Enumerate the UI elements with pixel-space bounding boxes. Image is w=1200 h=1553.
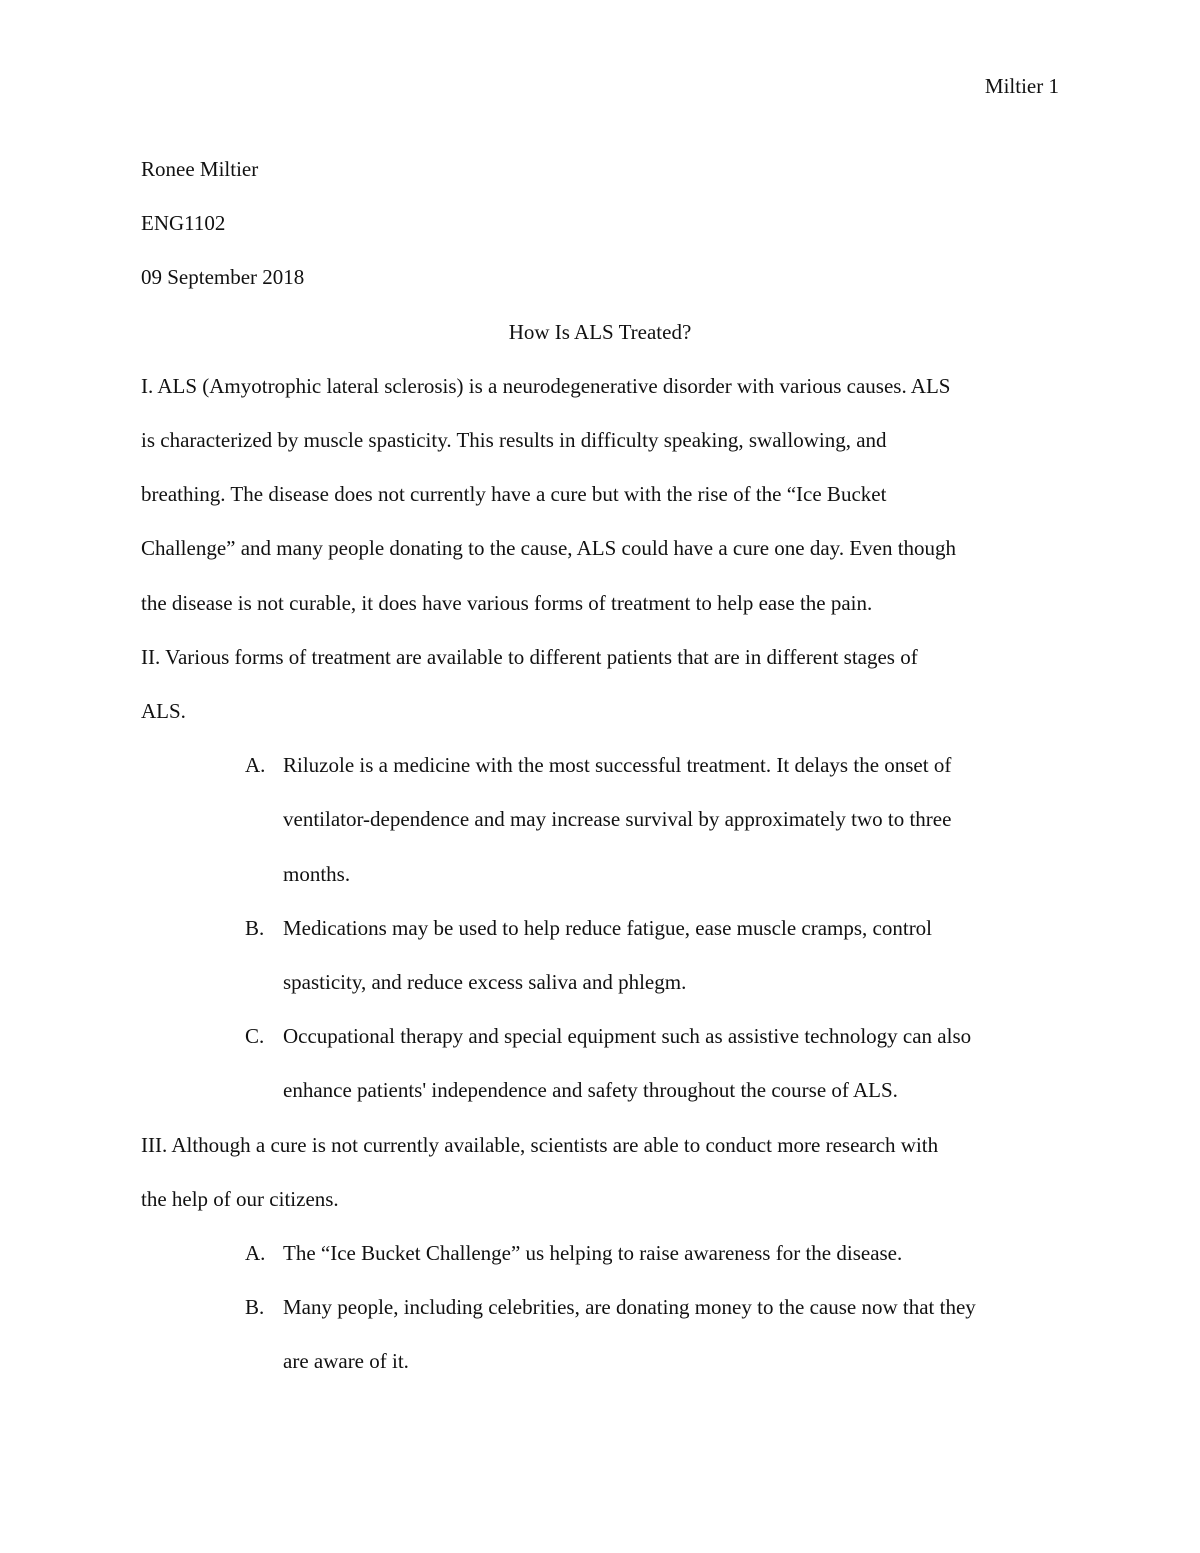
text-line: III. Although a cure is not currently available, scientists are able to conduct more research with [141,1132,939,1157]
author-name: Ronee Miltier [141,157,259,181]
list-item [141,1009,1059,1117]
text-line: is characterized by muscle spasticity. This results in difficulty speaking, swallowing, and [141,428,887,453]
section-1-paragraph [141,359,1059,630]
document-date: 09 September 2018 [141,265,305,290]
text-line: II. Various forms of treatment are available to different patients that are in different stages of [141,644,918,669]
text-line: Challenge” and many people donating to the cause, ALS could have a cure one day. Even though [141,536,957,561]
list-item [141,1280,1059,1388]
list-item [141,1226,1059,1280]
text-line: months. [283,861,351,886]
course-name: ENG1102 [141,211,226,236]
section-3-list [141,1226,1059,1389]
text-line: ALS. [141,699,186,724]
text-line: enhance patients' independence and safety throughout the course of ALS. [283,1078,898,1103]
text-line: Medications may be used to help reduce fatigue, ease muscle cramps, control [283,915,933,940]
text-line: are aware of it. [283,1349,409,1374]
section-2-paragraph [141,630,1059,738]
list-marker: B. [245,915,265,940]
document-body [141,142,1059,1389]
list-marker: B. [245,1295,265,1320]
text-line: the help of our citizens. [141,1186,339,1211]
text-line: spasticity, and reduce excess saliva and phlegm. [283,970,687,995]
text-line: Many people, including celebrities, are donating money to the cause now that they [283,1295,976,1320]
list-marker: C. [245,1024,265,1049]
list-marker: A. [245,1241,266,1266]
list-item [141,901,1059,1009]
text-line: ventilator-dependence and may increase survival by approximately two to three [283,807,952,832]
section-2-list [141,738,1059,1117]
text-line: the disease is not curable, it does have various forms of treatment to help ease the pain. [141,590,873,615]
text-line: I. ALS (Amyotrophic lateral sclerosis) is a neurodegenerative disorder with various causes. ALS [141,373,951,398]
document-title: How Is ALS Treated? [508,319,692,344]
list-item [141,738,1059,901]
text-line: Occupational therapy and special equipment such as assistive technology can also [283,1024,972,1049]
text-line: breathing. The disease does not currently have a cure but with the rise of the “Ice Bucket [141,482,887,507]
text-line: The “Ice Bucket Challenge” us helping to raise awareness for the disease. [283,1241,903,1266]
section-3-paragraph [141,1118,1059,1226]
running-head: Miltier 1 [984,74,1059,98]
text-line: Riluzole is a medicine with the most successful treatment. It delays the onset of [283,753,952,778]
list-marker: A. [245,753,266,778]
